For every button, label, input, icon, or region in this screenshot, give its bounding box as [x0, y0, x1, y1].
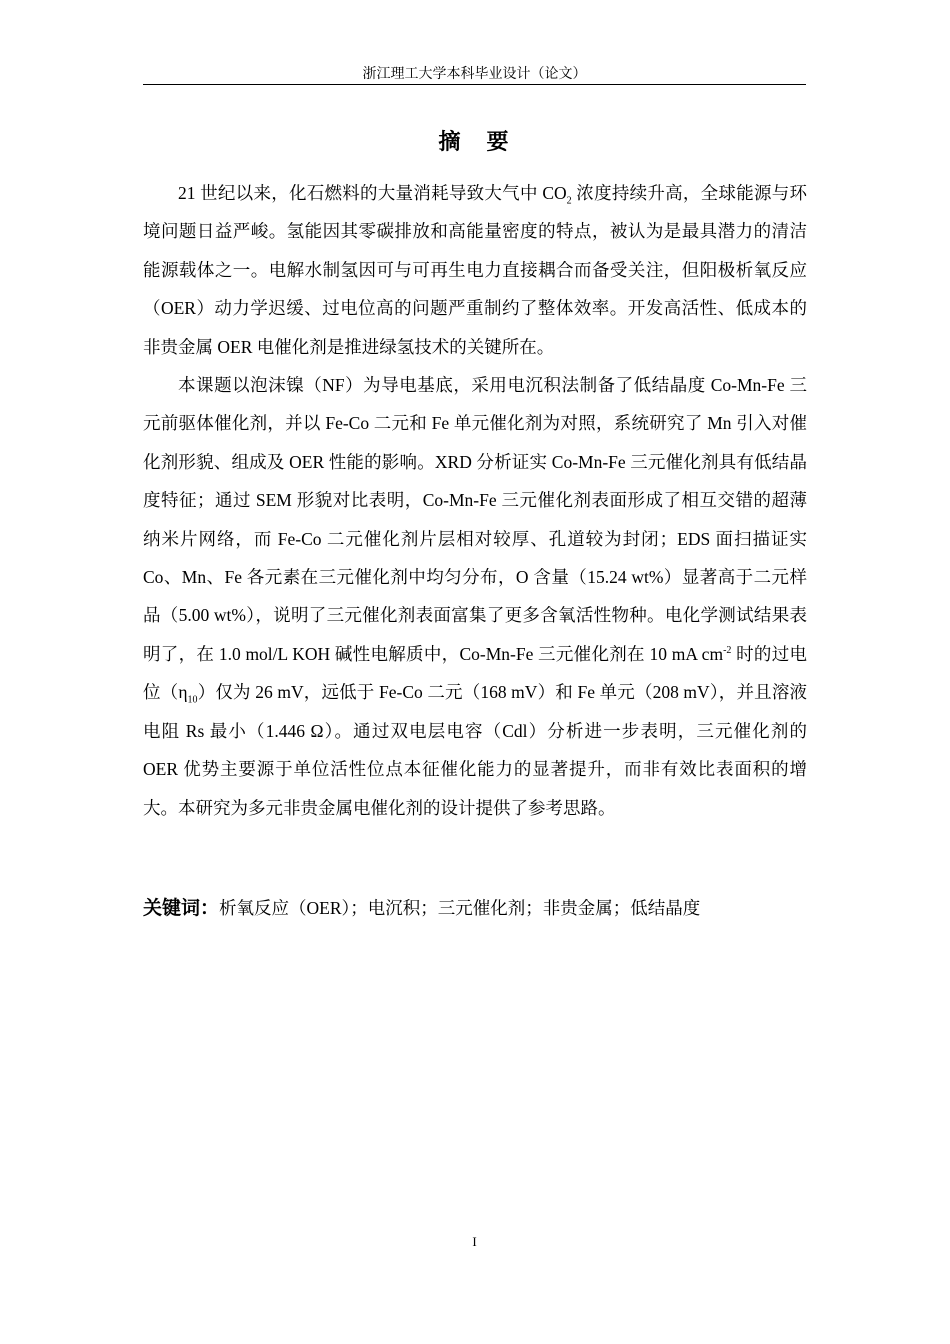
cm-superscript: -2	[723, 645, 732, 657]
abstract-paragraph-1	[143, 174, 807, 366]
paragraph-1-text-b: 浓度持续升高，全球能源与环境问题日益严峻。氢能因其零碳排放和高能量密度的特点，被认为是最具潜力的清洁能源载体之一。电解水制氢因可与可再生电力直接耦合而备受关注，但阳极析氧反应（OER）动力学迟缓、过电位高的问题严重制约了整体效率。开发高活性、低成本的非贵金属 OER 电催化剂是推进绿氢技术的关键所在。	[143, 183, 807, 357]
abstract-body	[143, 174, 807, 827]
page-number: I	[472, 1234, 477, 1249]
abstract-paragraph-2	[143, 366, 807, 827]
keywords-label: 关键词：	[143, 897, 220, 919]
abstract-title: 摘 要	[438, 130, 511, 155]
eta-subscript: 10	[187, 694, 198, 706]
keywords-line	[143, 892, 807, 924]
paragraph-2-text-a: 本课题以泡沫镍（NF）为导电基底，采用电沉积法制备了低结晶度 Co-Mn-Fe 三元前驱体催化剂，并以 Fe-Co 二元和 Fe 单元催化剂为对照，系统研究了 Mn 引入对催化剂形貌、组成及 OER 性能的影响。XRD 分析证实 Co-Mn-Fe 三元催化剂具有低结晶度特征；通过 SEM 形貌对比表明，Co-Mn-Fe 三元催化剂表面形成了相互交错的超薄纳米片网络，而 Fe-Co 二元催化剂片层相对较厚、孔道较为封闭；EDS 面扫描证实 Co、Mn、Fe 各元素在三元催化剂中均匀分布，O 含量（15.24 wt%）显著高于二元样品（5.00 wt%），说明了三元催化剂表面富集了更多含氧活性物种。电化学测试结果表明了，在 1.0 mol/L KOH 碱性电解质中，Co-Mn-Fe 三元催化剂在 10 mA cm	[143, 375, 807, 664]
header-rule	[143, 84, 806, 85]
co2-subscript: 2	[566, 195, 572, 207]
running-header: 浙江理工大学本科毕业设计（论文）	[362, 67, 587, 82]
keywords-text: 析氧反应（OER）；电沉积；三元催化剂；非贵金属；低结晶度	[219, 898, 701, 918]
paragraph-2-text-c: ）仅为 26 mV，远低于 Fe-Co 二元（168 mV）和 Fe 单元（208 mV），并且溶液电阻 Rs 最小（1.446 Ω）。通过双电层电容（Cdl）分析进一步表明，三元催化剂的 OER 优势主要源于单位活性位点本征催化能力的显著提升，而非有效比表面积的增大。本研究为多元非贵金属电催化剂的设计提供了参考思路。	[143, 682, 807, 818]
paragraph-1-text-a: 21 世纪以来，化石燃料的大量消耗导致大气中 CO	[178, 183, 567, 203]
paragraph-2-text-b: 时的过电位（η	[143, 643, 808, 703]
